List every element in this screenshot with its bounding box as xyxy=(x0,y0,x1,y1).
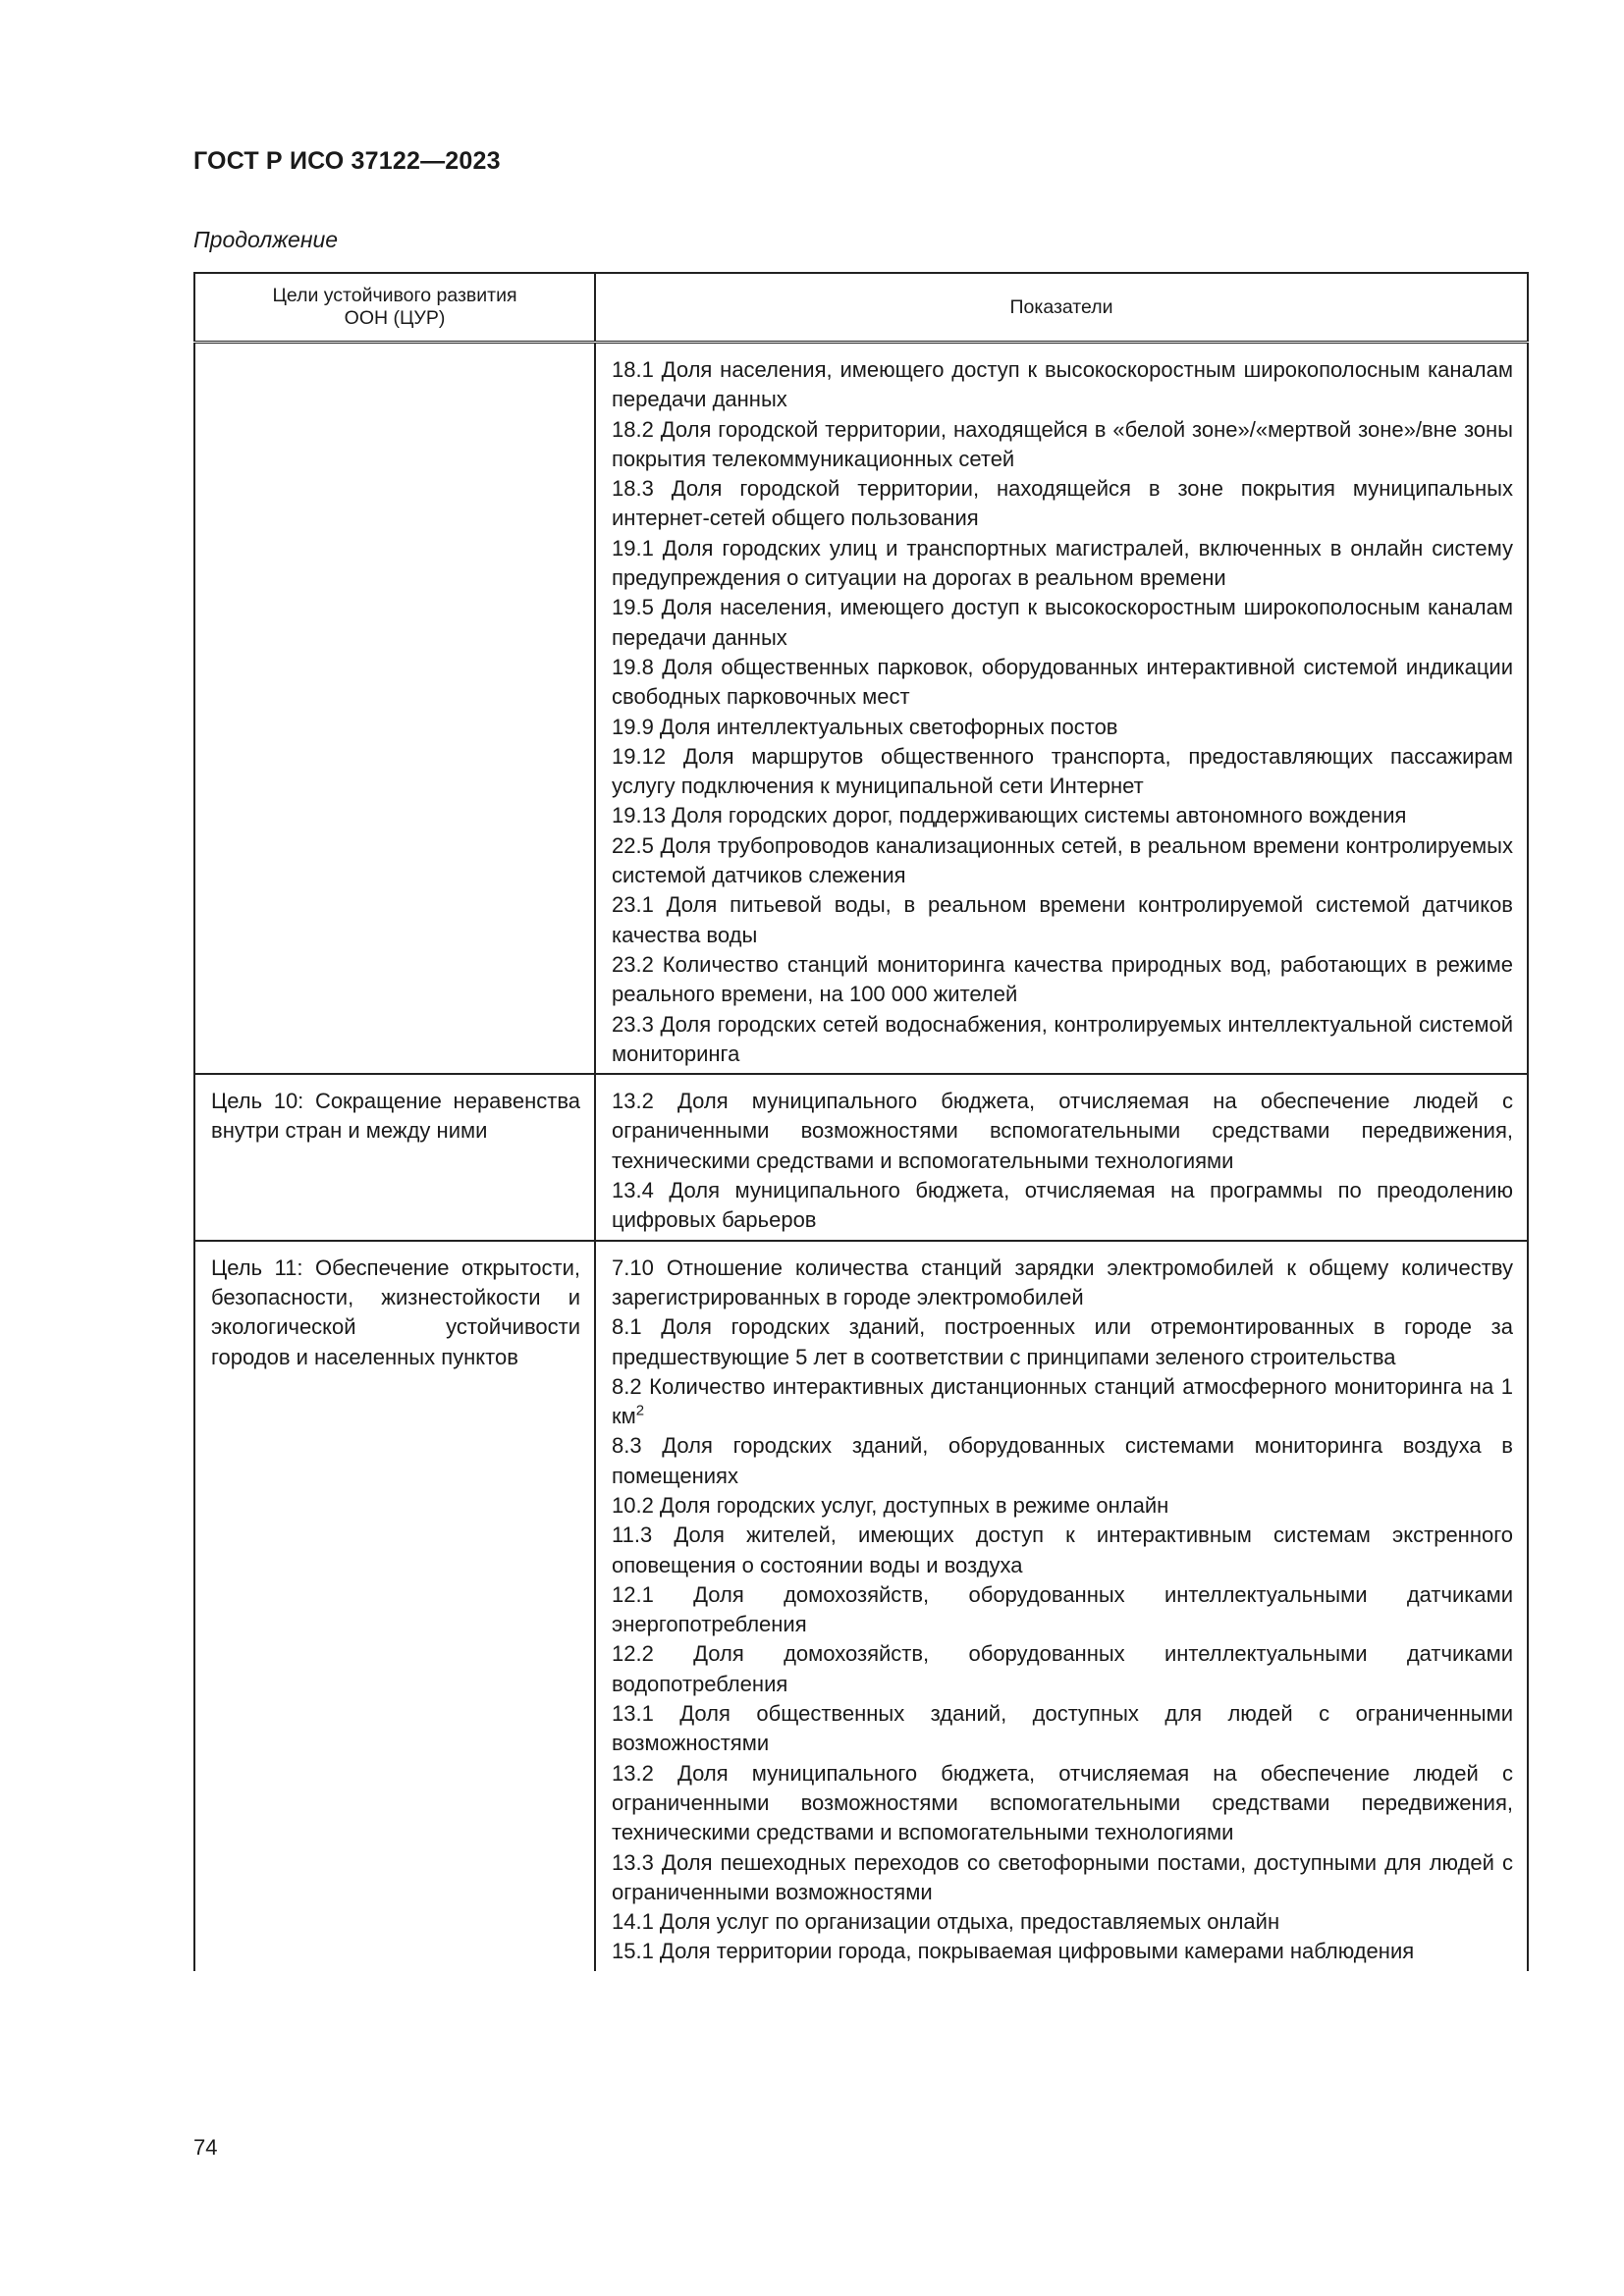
table-row xyxy=(194,1074,1528,1240)
indicator-item: 10.2 Доля городских услуг, доступных в режиме онлайн xyxy=(612,1492,1169,1518)
continuation-label: Продолжение xyxy=(193,227,339,252)
goal-cell xyxy=(194,343,595,1075)
indicator-item: 14.1 Доля услуг по организации отдыха, предоставляемых онлайн xyxy=(612,1909,1280,1935)
indicator-item: 19.13 Доля городских дорог, поддерживающих системы автономного вождения xyxy=(612,803,1407,828)
document-header: ГОСТ Р ИСО 37122—2023 xyxy=(193,147,501,175)
indicators-cell xyxy=(595,1241,1528,1971)
indicator-item: 15.1 Доля территории города, покрываемая цифровыми камерами наблюдения xyxy=(612,1939,1415,1964)
column-header-indicators: Показатели xyxy=(595,273,1528,343)
indicators-cell xyxy=(595,1074,1528,1240)
indicator-item: 19.8 Доля общественных парковок, оборудованных интерактивной системой индикации свободных парковочных мест xyxy=(612,654,1513,710)
indicator-item: 19.5 Доля населения, имеющего доступ к высокоскоростным широкополосным каналам передачи данных xyxy=(612,595,1513,650)
indicators-cell xyxy=(595,343,1528,1075)
indicator-item: 22.5 Доля трубопроводов канализационных сетей, в реальном времени контролируемых системой датчиков слежения xyxy=(612,832,1513,888)
goal-cell: Цель 10: Сокращение неравенства внутри стран и между ними xyxy=(194,1074,595,1240)
column-header-goals-text: Цели устойчивого развития ООН (ЦУР) xyxy=(272,285,517,329)
indicator-item: 23.3 Доля городских сетей водоснабжения, контролируемых интеллектуальной системой мониторинга xyxy=(612,1011,1513,1066)
superscript: 2 xyxy=(635,1402,645,1419)
indicators-table xyxy=(193,272,1529,1971)
indicator-text: 8.2 Количество интерактивных дистанционных станций атмосферного мониторинга на 1 км xyxy=(612,1373,1513,1429)
table-row xyxy=(194,343,1528,1075)
indicator-item: 13.4 Доля муниципального бюджета, отчисляемая на программы по преодолению цифровых барьеров xyxy=(612,1178,1513,1233)
indicator-item: 13.1 Доля общественных зданий, доступных для людей с ограниченными возможностями xyxy=(612,1701,1513,1756)
indicator-item: 12.1 Доля домохозяйств, оборудованных интеллектуальными датчиками энергопотребления xyxy=(612,1581,1513,1637)
indicator-item: 18.3 Доля городской территории, находящейся в зоне покрытия муниципальных интернет-сетей общего пользования xyxy=(612,476,1513,531)
table-row xyxy=(194,1241,1528,1971)
goal-cell: Цель 11: Обеспечение открытости, безопасности, жизнестойкости и экологической устойчивости городов и населенных пунктов xyxy=(194,1241,595,1971)
indicator-item: 23.1 Доля питьевой воды, в реальном времени контролируемой системой датчиков качества воды xyxy=(612,892,1513,947)
indicator-item: 13.2 Доля муниципального бюджета, отчисляемая на обеспечение людей с ограниченными возможностями вспомогательными средствами передвижения, техническими средствами и вспомогательными технологиями xyxy=(612,1089,1513,1173)
indicator-item: 7.10 Отношение количества станций зарядки электромобилей к общему количеству зарегистрированных в городе электромобилей xyxy=(612,1255,1513,1309)
table-header-row xyxy=(194,273,1528,343)
indicator-item: 13.3 Доля пешеходных переходов со светофорными постами, доступными для людей с ограниченными возможностями xyxy=(612,1849,1513,1904)
indicator-item: 8.1 Доля городских зданий, построенных или отремонтированных в городе за предшествующие 5 лет в соответствии с принципами зеленого строительства xyxy=(612,1314,1513,1369)
indicator-item: 19.1 Доля городских улиц и транспортных магистралей, включенных в онлайн систему предупреждения о ситуации на дорогах в реальном времени xyxy=(612,535,1513,591)
column-header-goals xyxy=(194,273,595,343)
page-number: 74 xyxy=(193,2135,218,2160)
indicator-item: 18.2 Доля городской территории, находящейся в «белой зоне»/«мертвой зоне»/вне зоны покрытия телекоммуникационных сетей xyxy=(612,416,1513,471)
indicator-item: 23.2 Количество станций мониторинга качества природных вод, работающих в режиме реального времени, на 100 000 жителей xyxy=(612,951,1513,1007)
indicator-item: 19.9 Доля интеллектуальных светофорных постов xyxy=(612,714,1118,739)
indicator-item: 12.2 Доля домохозяйств, оборудованных интеллектуальными датчиками водопотребления xyxy=(612,1641,1513,1696)
indicator-item: 19.12 Доля маршрутов общественного транспорта, предоставляющих пассажирам услугу подключения к муниципальной сети Интернет xyxy=(612,743,1513,799)
indicator-item xyxy=(612,1372,1513,1432)
indicator-item: 8.3 Доля городских зданий, оборудованных системами мониторинга воздуха в помещениях xyxy=(612,1433,1513,1488)
indicator-item: 18.1 Доля населения, имеющего доступ к высокоскоростным широкополосным каналам передачи данных xyxy=(612,357,1513,412)
indicator-item: 11.3 Доля жителей, имеющих доступ к интерактивным системам экстренного оповещения о состоянии воды и воздуха xyxy=(612,1522,1513,1577)
indicator-item: 13.2 Доля муниципального бюджета, отчисляемая на обеспечение людей с ограниченными возможностями вспомогательными средствами передвижения, техническими средствами и вспомогательными технологиями xyxy=(612,1760,1513,1845)
